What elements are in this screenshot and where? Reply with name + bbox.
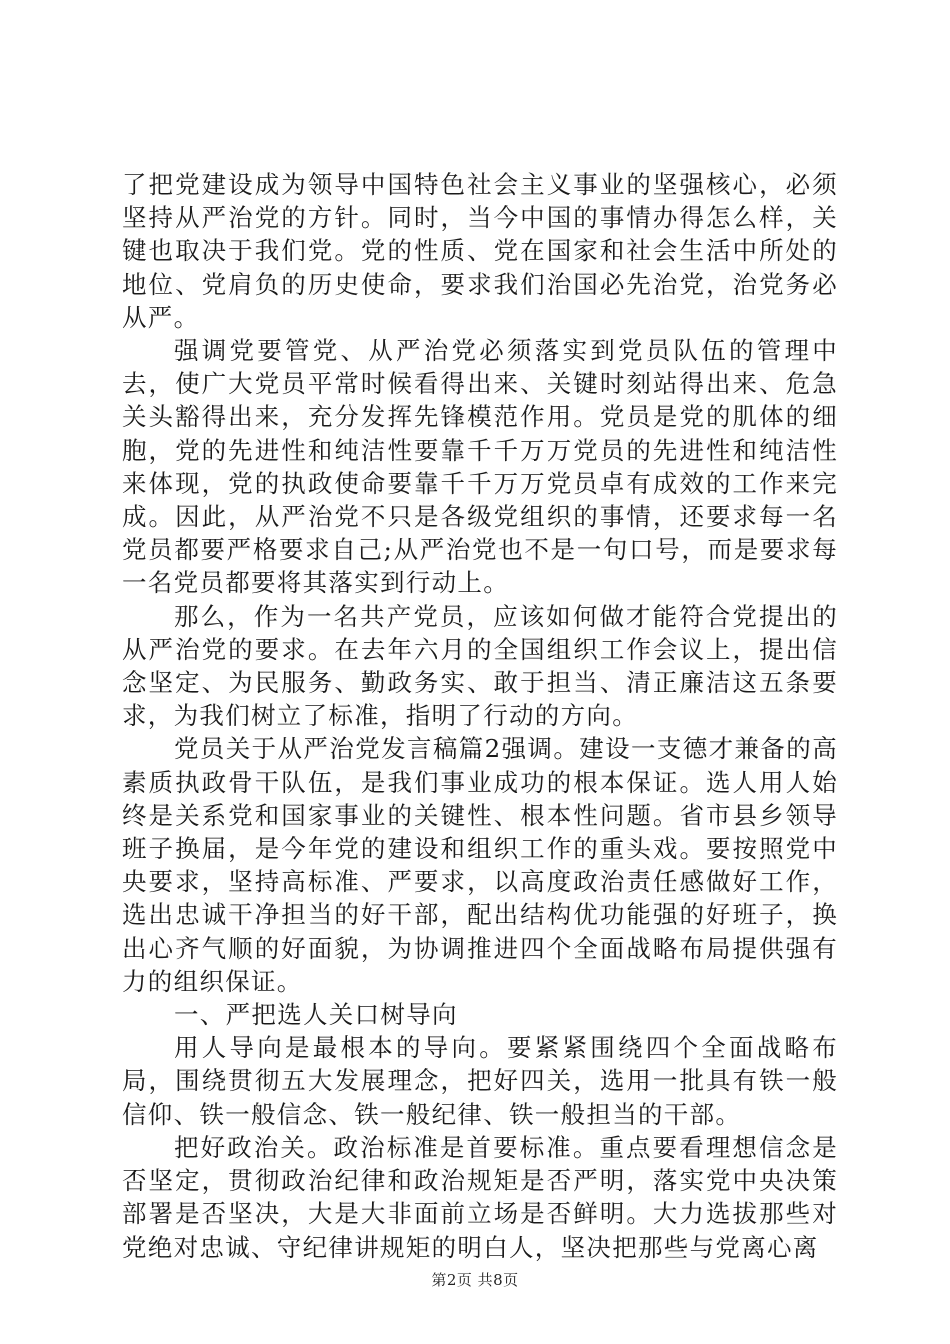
paragraph-2: 强调党要管党、从严治党必须落实到党员队伍的管理中去，使广大党员平常时候看得出来、关键时刻站得出来、危急关头豁得出来，充分发挥先锋模范作用。党员是党的肌体的细胞，党的先进性和纯洁性要靠千千万万党员的先进性和纯洁性来体现，党的执政使命要靠千千万万党员卓有成效的工作来完成。因此，从严治党不只是各级党组织的事情，还要求每一名党员都要严格要求自己;从严治党也不是一句口号，而是要求每一名党员都要将其落实到行动上。 [122, 336, 838, 598]
page-footer: 第2页 共8页 [431, 1271, 519, 1289]
paragraph-1: 了把党建设成为领导中国特色社会主义事业的坚强核心，必须坚持从严治党的方针。同时，当今中国的事情办得怎么样，关键也取决于我们党。党的性质、党在国家和社会生活中所处的地位、党肩负的历史使命，要求我们治国必先治党，治党务必从严。 [122, 170, 838, 332]
paragraph-4: 党员关于从严治党发言稿篇2强调。建设一支德才兼备的高素质执政骨干队伍，是我们事业成功的根本保证。选人用人始终是关系党和国家事业的关键性、根本性问题。省市县乡领导班子换届，是今年党的建设和组织工作的重头戏。要按照党中央要求，坚持高标准、严要求，以高度政治责任感做好工作，选出忠诚干净担当的好干部，配出结构优功能强的好班子，换出心齐气顺的好面貌，为协调推进四个全面战略布局提供强有力的组织保证。 [122, 734, 838, 996]
section-heading: 一、严把选人关口树导向 [174, 1000, 458, 1030]
paragraph-7: 把好政治关。政治标准是首要标准。重点要看理想信念是否坚定，贯彻政治纪律和政治规矩是否严明，落实党中央决策部署是否坚决，大是大非面前立场是否鲜明。大力选拔那些对党绝对忠诚、守纪律讲规矩的明白人，坚决把那些与党离心离 [122, 1132, 838, 1262]
paragraph-3: 那么，作为一名共产党员，应该如何做才能符合党提出的从严治党的要求。在去年六月的全国组织工作会议上，提出信念坚定、为民服务、勤政务实、敢于担当、清正廉洁这五条要求，为我们树立了标准，指明了行动的方向。 [122, 601, 838, 731]
paragraph-6: 用人导向是最根本的导向。要紧紧围绕四个全面战略布局，围绕贯彻五大发展理念，把好四关，选用一批具有铁一般信仰、铁一般信念、铁一般纪律、铁一般担当的干部。 [122, 1033, 838, 1129]
document-body [122, 168, 838, 1264]
